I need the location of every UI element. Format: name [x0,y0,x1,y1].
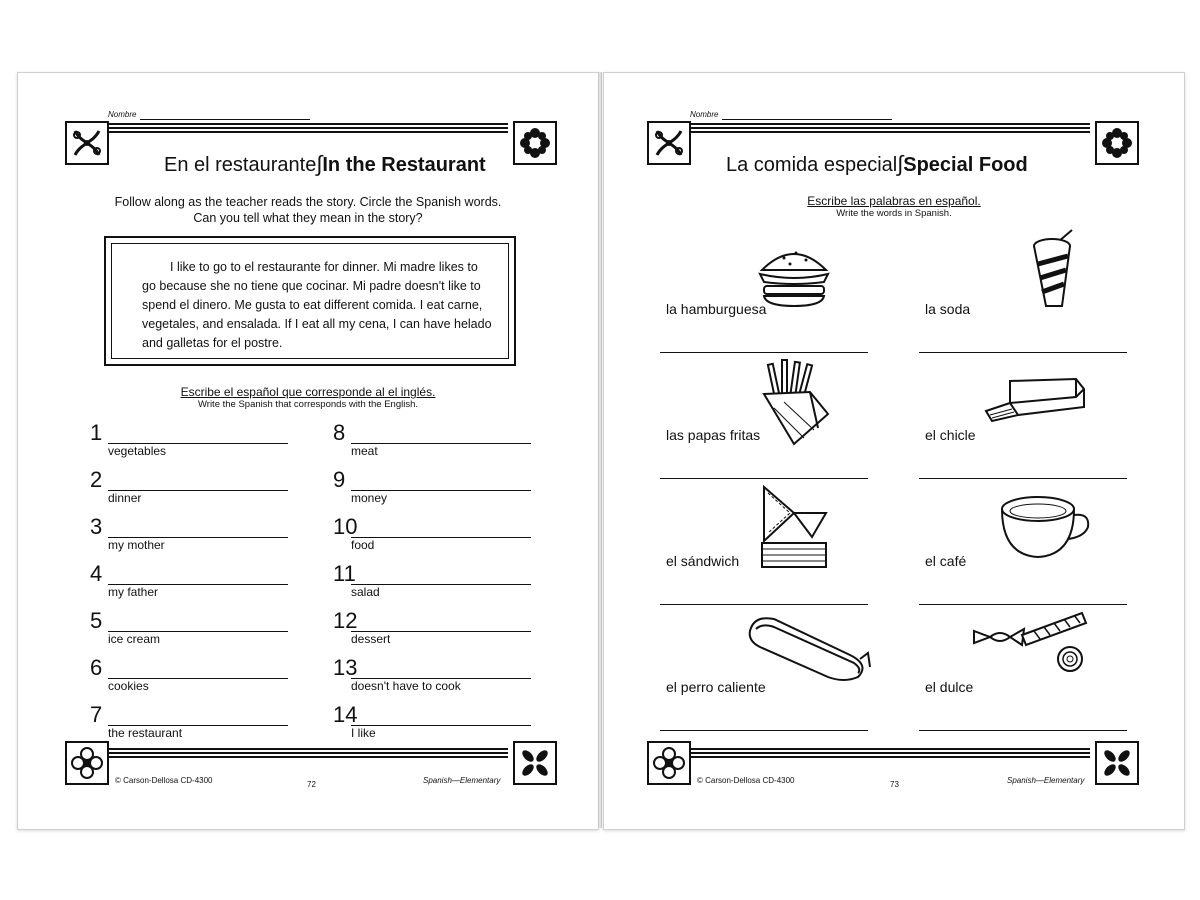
header-stripe-bar [690,123,1090,133]
english-cue: my mother [108,538,165,552]
title-english: In the Restaurant [322,154,486,176]
food-label: la hamburguesa [666,301,767,317]
flower-ornament-icon [65,741,109,785]
soda-cup-icon [1016,228,1086,312]
item-number: 12 [333,608,358,633]
header-stripe-bar [108,123,508,133]
hamburger-icon [754,238,834,310]
answer-item [90,467,295,509]
worksheet-page-right [603,72,1185,830]
flower-ornament-icon [513,121,557,165]
footer-stripe-bar [108,748,508,758]
english-cue: meat [351,444,378,458]
vine-ornament-icon [65,121,109,165]
story-text: I like to go to el restaurante for dinner. Mi madre likes to go because she no tiene que cocinar. Mi padre doesn't like to spend el dinero. Me gusta to eat different comida. I eat carne, vegetales, and ensalada. If I eat all my cena, I can have helado and galletas for el postre. [142,260,492,350]
english-cue: my father [108,585,159,599]
footer-copyright: © Carson-Dellosa CD-4300 [115,776,213,785]
item-number: 4 [90,561,103,586]
nombre-line [722,118,892,120]
footer-series: Spanish—Elementary [1007,776,1085,785]
food-label: las papas fritas [666,427,761,443]
title-spanish: En el restaurante [164,154,317,176]
item-number: 7 [90,702,103,727]
page-number: 73 [890,780,899,789]
item-number: 1 [90,420,103,445]
answer-line[interactable] [919,729,1127,731]
answer-item [90,655,295,697]
page-title: La comida especial∫Special Food [726,151,1028,176]
title-english: Special Food [903,154,1028,176]
answer-item [333,467,538,509]
item-number: 8 [333,420,346,445]
english-cue: the restaurant [108,726,183,740]
exercise-subtitle-spanish: Escribe el español que corresponde al el inglés. [180,385,436,399]
food-label: el sándwich [666,553,740,569]
answer-item [333,561,538,603]
footer-series: Spanish—Elementary [423,776,501,785]
gum-pack-icon [980,375,1090,425]
english-cue: ice cream [108,632,161,646]
book-spine [598,72,602,828]
candy-icon [960,609,1100,679]
english-cue: dinner [108,491,142,505]
item-number: 3 [90,514,103,539]
story-box [104,236,516,366]
answer-line[interactable] [660,729,868,731]
item-number: 6 [90,655,103,680]
instructions: Follow along as the teacher reads the story. Circle the Spanish words. Can you tell what they mean in the story? [114,195,502,225]
exercise-subtitle-english: Write the words in Spanish. [836,208,952,219]
sandwich-icon [754,483,834,573]
english-cue: dessert [351,632,391,646]
nombre-line [140,118,310,120]
hot-dog-icon [744,611,874,683]
vine-ornament-icon [647,121,691,165]
footer-stripe-bar [690,748,1090,758]
exercise-subtitle-english: Write the Spanish that corresponds with the English. [197,399,419,410]
nombre-label: Nombre [690,110,719,119]
food-label: el chicle [925,427,976,443]
answer-item [333,655,538,697]
page-number: 72 [307,780,316,789]
answer-item [90,608,295,650]
answer-line[interactable] [660,351,868,353]
english-cue: I like [351,726,376,740]
item-number: 5 [90,608,103,633]
title-spanish: La comida especial [726,154,898,176]
answer-line[interactable] [919,351,1127,353]
petal-ornament-icon [1095,741,1139,785]
food-label: la soda [925,301,971,317]
item-number: 2 [90,467,103,492]
food-label: el dulce [925,679,974,695]
footer-copyright: © Carson-Dellosa CD-4300 [697,776,795,785]
answer-item [90,420,295,462]
answer-line[interactable] [351,724,531,726]
answer-line[interactable] [919,603,1127,605]
answer-item [333,608,538,650]
answer-line[interactable] [351,536,531,538]
answer-item [90,702,295,744]
page-title: En el restaurante∫In the Restaurant [164,151,486,176]
item-number: 11 [333,561,356,586]
exercise-subtitle-spanish: Escribe las palabras en español. [807,194,981,208]
answer-line[interactable] [351,442,531,444]
english-cue: food [351,538,375,552]
food-label: el perro caliente [666,679,766,695]
answer-item [333,702,538,744]
answer-line[interactable] [660,477,868,479]
english-cue: salad [351,585,380,599]
answer-item [90,561,295,603]
answer-item [90,514,295,556]
english-cue: vegetables [108,444,167,458]
answer-line[interactable] [919,477,1127,479]
nombre-label: Nombre [108,110,137,119]
flower-ornament-icon [1095,121,1139,165]
worksheet-page-left [17,72,599,830]
answer-line[interactable] [660,603,868,605]
english-cue: cookies [108,679,149,693]
item-number: 9 [333,467,346,492]
item-number: 10 [333,514,358,539]
english-cue: money [351,491,388,505]
coffee-cup-icon [996,493,1092,563]
item-number: 13 [333,655,358,680]
french-fries-icon [754,358,834,448]
food-label: el café [925,553,967,569]
english-cue: doesn't have to cook [351,679,461,693]
petal-ornament-icon [513,741,557,785]
flower-ornament-icon [647,741,691,785]
answer-item [333,514,538,556]
answer-item [333,420,538,462]
item-number: 14 [333,702,358,727]
